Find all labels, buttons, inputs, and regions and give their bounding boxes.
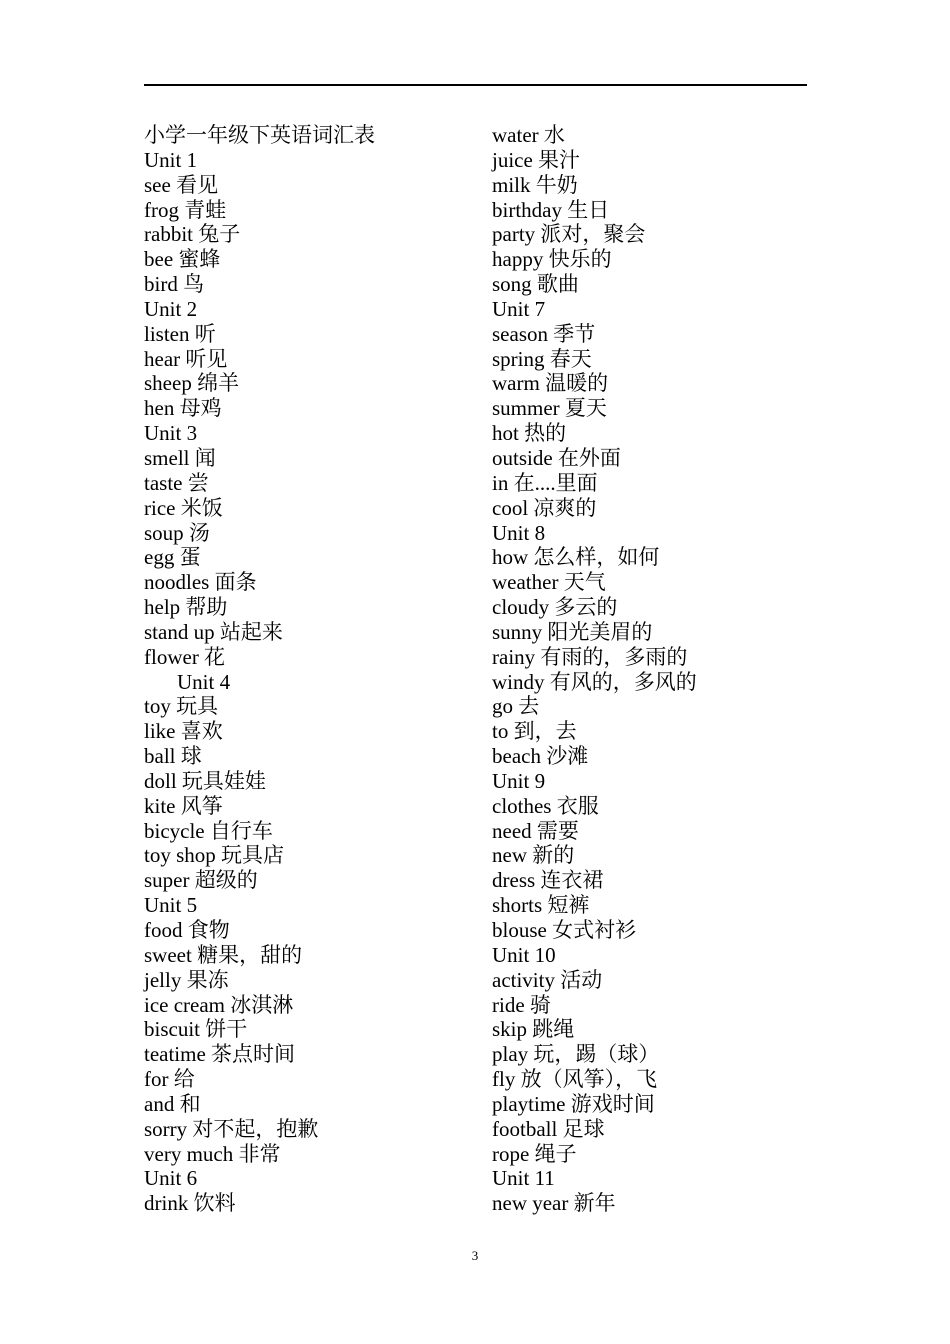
vocab-entry: taste 尝	[144, 470, 209, 495]
vocab-entry: noodles 面条	[144, 570, 257, 595]
vocab-entry: shorts 短裤	[492, 893, 590, 918]
vocab-entry: new year 新年	[492, 1191, 616, 1216]
unit-heading: Unit 9	[492, 768, 546, 793]
vocab-entry: help 帮助	[144, 595, 228, 620]
vocab-entry: rope 绳子	[492, 1141, 577, 1166]
vocab-entry: kite 风筝	[144, 793, 223, 818]
vocab-entry: rabbit 兔子	[144, 222, 241, 247]
unit-heading: Unit 4	[177, 669, 231, 694]
vocab-entry: playtime 游戏时间	[492, 1091, 655, 1116]
vocab-entry: water 水	[492, 123, 565, 147]
vocab-entry: bee 蜜蜂	[144, 247, 221, 272]
vocab-entry: smell 闻	[144, 445, 216, 470]
unit-heading: Unit 10	[492, 942, 556, 967]
vocab-entry: listen 听	[144, 321, 216, 346]
vocab-entry: season 季节	[492, 321, 596, 346]
vocab-entry: activity 活动	[492, 967, 603, 992]
vocab-entry: blouse 女式衬衫	[492, 918, 637, 942]
vocab-entry: flower 花	[144, 644, 226, 669]
vocab-entry: cloudy 多云的	[492, 595, 618, 620]
vocab-entry: song 歌曲	[492, 272, 579, 297]
unit-heading: Unit 1	[144, 147, 198, 172]
page-number: 3	[471, 1248, 479, 1263]
vocab-entry: cool 凉爽的	[492, 495, 597, 520]
vocab-entry: juice 果汁	[492, 147, 581, 172]
unit-heading: Unit 7	[492, 296, 546, 321]
vocab-entry: happy 快乐的	[492, 247, 612, 272]
vocab-entry: teatime 茶点时间	[144, 1042, 296, 1067]
vocab-entry: hen 母鸡	[144, 396, 222, 421]
unit-heading: Unit 3	[144, 421, 198, 446]
vocab-entry: jelly 果冻	[144, 967, 229, 992]
vocab-entry: party 派对，聚会	[492, 222, 646, 247]
vocab-entry: rainy 有雨的，多雨的	[492, 644, 688, 669]
vocab-entry: doll 玩具娃娃	[144, 768, 266, 793]
vocab-entry: frog 青蛙	[144, 197, 227, 222]
unit-heading: Unit 6	[144, 1166, 198, 1191]
vocab-entry: see 看见	[144, 172, 219, 197]
unit-heading: Unit 2	[144, 296, 198, 321]
vocab-entry: to 到，去	[492, 719, 577, 744]
vocab-entry: toy shop 玩具店	[144, 843, 285, 868]
vocab-entry: new 新的	[492, 843, 575, 868]
vocab-entry: soup 汤	[144, 520, 210, 545]
vocab-entry: food 食物	[144, 918, 230, 942]
vocab-entry: ball 球	[144, 744, 202, 769]
vocab-entry: and 和	[144, 1091, 201, 1116]
vocab-entry: in 在....里面	[492, 470, 598, 495]
vocab-entry: like 喜欢	[144, 719, 223, 744]
vocab-entry: warm 温暖的	[492, 371, 609, 396]
vocab-entry: toy 玩具	[144, 694, 219, 719]
vocab-entry: sheep 绵羊	[144, 371, 240, 396]
unit-heading: Unit 11	[492, 1166, 555, 1191]
vocab-entry: stand up 站起来	[144, 619, 283, 644]
vocab-entry: clothes 衣服	[492, 793, 599, 818]
vocab-entry: sorry 对不起，抱歉	[144, 1116, 319, 1141]
vocab-entry: hear 听见	[144, 346, 228, 371]
vocab-entry: need 需要	[492, 818, 579, 843]
vocab-entry: sunny 阳光美眉的	[492, 619, 653, 644]
vocab-entry: ice cream 冰淇淋	[144, 992, 294, 1017]
vocab-entry: very much 非常	[144, 1141, 281, 1166]
vocab-entry: how 怎么样，如何	[492, 545, 660, 570]
vocab-entry: play 玩，踢（球）	[492, 1042, 660, 1067]
vocab-entry: weather 天气	[492, 570, 606, 595]
vocab-entry: football 足球	[492, 1116, 605, 1141]
unit-heading: Unit 8	[492, 520, 546, 545]
vocab-entry: bicycle 自行车	[144, 818, 273, 843]
vocab-entry: hot 热的	[492, 421, 567, 446]
vocab-entry: drink 饮料	[144, 1191, 236, 1216]
vocab-title: 小学一年级下英语词汇表	[144, 123, 375, 147]
vocab-entry: super 超级的	[144, 868, 258, 893]
vocab-entry: beach 沙滩	[492, 744, 589, 769]
vocab-entry: for 给	[144, 1067, 195, 1092]
vocab-column-left	[144, 123, 375, 1216]
vocab-entry: ride 骑	[492, 992, 551, 1017]
unit-heading: Unit 5	[144, 893, 198, 918]
vocab-entry: bird 鸟	[144, 272, 205, 297]
vocab-entry: egg 蛋	[144, 545, 201, 570]
vocab-entry: windy 有风的，多风的	[492, 669, 697, 694]
vocab-entry: milk 牛奶	[492, 172, 578, 197]
vocab-entry: skip 跳绳	[492, 1017, 575, 1042]
vocab-entry: fly 放（风筝），飞	[492, 1067, 658, 1092]
vocab-entry: sweet 糖果，甜的	[144, 942, 303, 967]
vocab-entry: outside 在外面	[492, 445, 621, 470]
vocab-entry: spring 春天	[492, 346, 592, 371]
vocab-entry: dress 连衣裙	[492, 868, 604, 893]
vocab-column-right	[492, 123, 697, 1216]
header-rule	[144, 84, 807, 86]
vocab-entry: rice 米饭	[144, 495, 223, 520]
vocab-entry: go 去	[492, 694, 540, 719]
vocab-entry: birthday 生日	[492, 197, 610, 222]
vocab-entry: biscuit 饼干	[144, 1017, 248, 1042]
vocab-entry: summer 夏天	[492, 396, 607, 421]
